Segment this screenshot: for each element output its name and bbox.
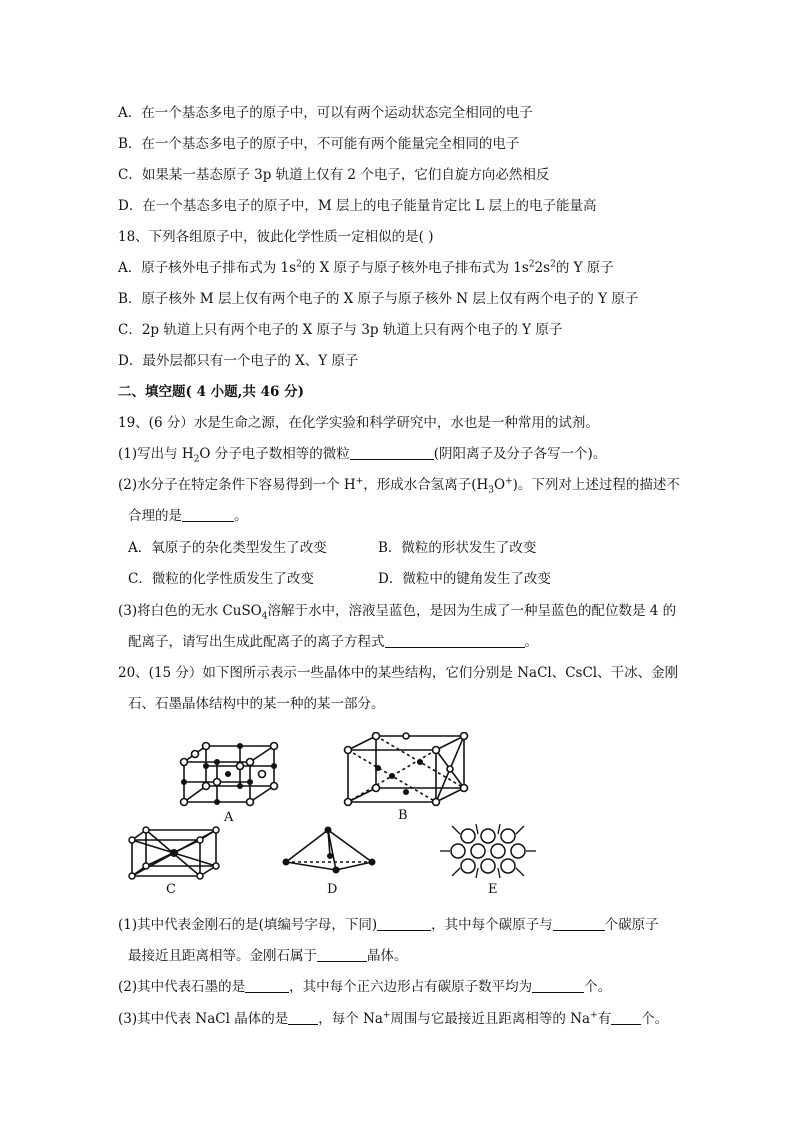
q19-p2b: ，形成水合氢离子(H (363, 477, 489, 493)
q20-p1d: 最接近且距离相等。金刚石属于 (128, 948, 317, 964)
q20-p3c: 周围与它最接近且距离相等的 Na (390, 1011, 591, 1027)
q19-part3-cont (128, 633, 538, 651)
q19-p3b: 溶解于水中，溶液呈蓝色，是因为生成了一种呈蓝色的配位数是 4 的 (267, 603, 677, 619)
q17-option-d: D．在一个基态多电子的原子中，M 层上的电子能量肯定比 L 层上的电子能量高 (118, 198, 597, 214)
q19-p1b: O 分子电子数相等的微粒 (199, 446, 350, 462)
q18-a-part3: 2s (534, 260, 551, 276)
answer-blank[interactable] (377, 916, 431, 931)
q19-part3 (118, 602, 676, 620)
q20-p3b: ，每个 Na (318, 1011, 383, 1027)
q20-p3a: (3)其中代表 NaCl 晶体的是 (118, 1011, 289, 1027)
q20-p1e: 晶体。 (367, 948, 408, 964)
q20-part2 (118, 978, 611, 996)
q20-stem-line2: 石、石墨晶体结构中的某一种的某一部分。 (128, 696, 385, 712)
q18-stem: 18、下列各组原子中，彼此化学性质一定相似的是( ) (118, 229, 434, 245)
q19-p3a: (3)将白色的无水 CuSO (118, 603, 262, 619)
q19-p2c: O (494, 477, 506, 493)
superscript: 2 (528, 259, 535, 270)
q19-p2d: )。下列对上述过程的描述不 (512, 477, 680, 493)
q19-p2a: (2)水分子在特定条件下容易得到一个 H (118, 477, 356, 493)
q20-p2a: (2)其中代表石墨的是 (118, 979, 246, 995)
figure-label-d: D (327, 882, 338, 897)
crystal-structure-c (126, 826, 222, 882)
q20-p2c: 个。 (584, 979, 612, 995)
answer-blank[interactable] (611, 1010, 641, 1025)
q19-p1c: (阴阳离子及分子各写一个)。 (433, 446, 607, 462)
q18-option-c: C．2p 轨道上只有两个电子的 X 原子与 3p 轨道上只有两个电子的 Y 原子 (118, 322, 563, 338)
q18-option-b: B．原子核外 M 层上仅有两个电子的 X 原子与原子核外 N 层上仅有两个电子的 Y 原子 (118, 291, 639, 307)
q19-stem: 19、(6 分）水是生命之源，在化学实验和科学研究中，水也是一种常用的试剂。 (118, 415, 599, 431)
q20-p1c: 个碳原子 (604, 917, 659, 933)
q18-a-part2: 的 X 原子与原子核外电子排布式为 1s (301, 260, 529, 276)
answer-blank[interactable] (182, 507, 234, 522)
crystal-structure-d (280, 826, 380, 874)
superscript: 2 (550, 259, 556, 270)
answer-blank[interactable] (350, 445, 434, 460)
q19-part1 (118, 445, 606, 463)
q18-a-part4: 的 Y 原子 (555, 260, 614, 276)
q19-option-a: A．氧原子的杂化类型发生了改变 (128, 540, 327, 556)
crystal-structure-b (342, 732, 470, 808)
q19-p1a: (1)写出与 H (118, 446, 194, 462)
superscript: + (382, 1010, 391, 1021)
q18-a-part1: A．原子核外电子排布式为 1s (118, 260, 297, 276)
q17-option-b: B．在一个基态多电子的原子中，不可能有两个能量完全相同的电子 (118, 136, 520, 152)
subscript: 3 (488, 485, 495, 496)
q20-part3 (118, 1010, 668, 1028)
q20-p1b: ，其中每个碳原子与 (431, 917, 553, 933)
q19-p3c: 配离子，请写出生成此配离子的离子方程式 (128, 634, 385, 650)
q19-part2 (118, 476, 680, 494)
q19-option-d: D．微粒中的键角发生了改变 (378, 571, 551, 587)
answer-blank[interactable] (385, 633, 525, 648)
figure-label-e: E (488, 882, 498, 897)
answer-blank[interactable] (532, 978, 584, 993)
q17-option-c: C．如果某一基态原子 3p 轨道上仅有 2 个电子，它们自旋方向必然相反 (118, 167, 550, 183)
superscript: + (505, 476, 513, 487)
q19-option-b: B．微粒的形状发生了改变 (378, 540, 537, 556)
q17-option-a: A．在一个基态多电子的原子中，可以有两个运动状态完全相同的电子 (118, 105, 533, 121)
answer-blank[interactable] (553, 916, 605, 931)
figure-label-a: A (224, 810, 234, 825)
answer-blank[interactable] (317, 947, 367, 962)
answer-blank[interactable] (288, 1010, 318, 1025)
superscript: 2 (296, 259, 302, 270)
q19-p3d: 。 (524, 634, 538, 650)
q20-p3d: 有 (597, 1011, 612, 1027)
q20-p2b: ，其中每个正六边形占有碳原子数平均为 (289, 979, 533, 995)
q19-p2f: 。 (234, 508, 248, 524)
q20-p1a: (1)其中代表金刚石的是(填编号字母，下同) (118, 917, 378, 933)
answer-blank[interactable] (245, 978, 289, 993)
crystal-structure-a (178, 740, 284, 810)
q20-p3e: 个。 (641, 1011, 669, 1027)
section-heading: 二、填空题( 4 小题,共 46 分) (118, 384, 304, 400)
figure-label-b: B (398, 808, 408, 823)
superscript: + (590, 1010, 598, 1021)
figure-label-c: C (166, 882, 176, 897)
subscript: 4 (261, 611, 268, 622)
subscript: 2 (193, 454, 200, 465)
q18-option-d: D．最外层都只有一个电子的 X、Y 原子 (118, 353, 359, 369)
q19-option-c: C．微粒的化学性质发生了改变 (128, 571, 314, 587)
q19-p2e: 合理的是 (128, 508, 182, 524)
q18-option-a (118, 259, 614, 277)
q20-stem-line1: 20、(15 分）如下图所示表示一些晶体中的某些结构，它们分别是 NaCl、CsCl、干冰、金刚 (118, 665, 679, 681)
q20-part1 (118, 916, 659, 934)
q20-part1-cont (128, 947, 408, 965)
q19-part2-cont (128, 507, 248, 525)
superscript: + (355, 476, 364, 487)
crystal-structure-e (436, 822, 540, 880)
